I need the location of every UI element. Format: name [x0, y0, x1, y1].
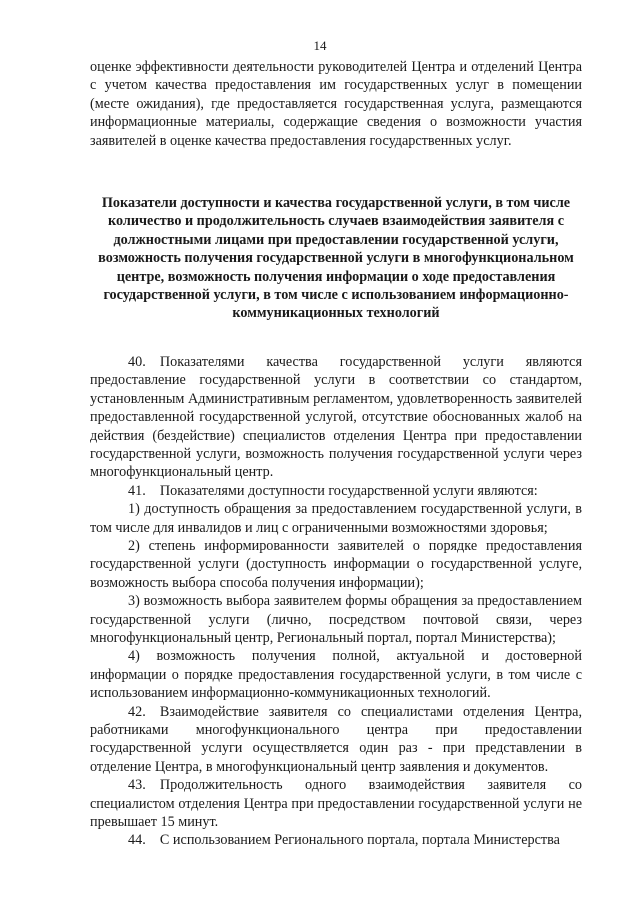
- document-body: [90, 58, 582, 850]
- paragraph-40: 40. Показателями качества государственной услуги являются предоставление государственной услуги в соответствии со стандартом, установленным Административным регламентом, удовлетворенность заявителей предоставленной государственной услугой, отсутствие обоснованных жалоб на действия (бездействие) специалистов отделения Центра при предоставлении государственной услуги, возможность получения государственной услуги через многофункциональный центр.: [90, 353, 582, 481]
- page-number: 14: [313, 38, 327, 53]
- paragraph-42: 42. Взаимодействие заявителя со специалистами отделения Центра, работниками многофункционального центра при предоставлении государственной услуги осуществляется один раз - при представлении в отделение Центра, в многофункциональный центр заявления и документов.: [90, 703, 582, 775]
- paragraph-44: 44. С использованием Регионального портала, портала Министерства: [128, 832, 560, 849]
- intro-paragraph: оценке эффективности деятельности руководителей Центра и отделений Центра с учетом качества предоставления им государственных услуг в помещении (месте ожидания), где предоставляется государственная услуга, размещаются информационные материалы, содержащие сведения о возможности участия заявителей в оценке качества предоставления государственных услуг.: [90, 59, 582, 149]
- paragraph-43: 43. Продолжительность одного взаимодействия заявителя со специалистом отделения Центра при предоставлении государственной услуги не превышает 15 минут.: [90, 777, 582, 831]
- list-item-1: 1) доступность обращения за предоставлением государственной услуги, в том числе для инвалидов и лиц с ограниченными возможностями здоровья;: [90, 501, 582, 536]
- list-item-4: 4) возможность получения полной, актуальной и достоверной информации о порядке предоставления государственной услуги, в том числе с использованием информационно-коммуникационных технологий.: [90, 648, 582, 702]
- paragraph-41: 41. Показателями доступности государственной услуги являются:: [128, 482, 538, 499]
- list-item-2: 2) степень информированности заявителей о порядке предоставления государственной услуги (доступность информации о государственной услуге, возможность выбора способа получения информации);: [90, 537, 582, 591]
- list-item-3: 3) возможность выбора заявителем формы обращения за предоставлением государственной услуги (лично, посредством почтовой связи, через многофункциональный центр, Региональный портал, портал Министерства);: [90, 593, 582, 646]
- section-heading: Показатели доступности и качества государственной услуги, в том числе количество и продолжительность случаев взаимодействия заявителя с должностными лицами при предоставлении государственной услуги, возможность получения государственной услуги в многофункциональном центре, возможность получения информации о ходе предоставления государственной услуги, в том числе с использованием информационно-коммуникационных технологий: [98, 195, 574, 322]
